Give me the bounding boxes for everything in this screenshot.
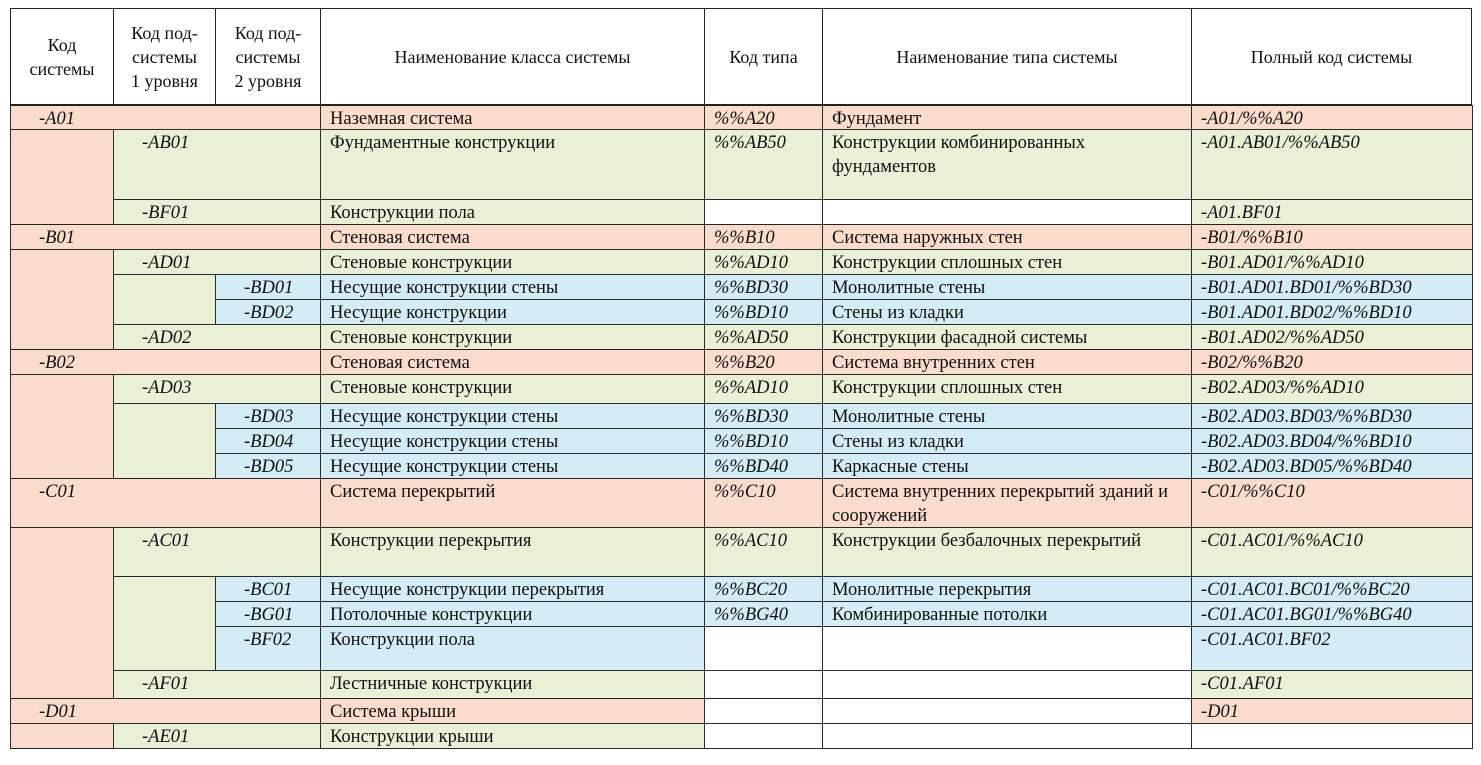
- full-code-cell: -B01.AD01.BD01/%%BD30: [1191, 274, 1473, 300]
- full-code-cell: -B01/%%B10: [1191, 224, 1473, 250]
- type-name-cell: [822, 199, 1192, 225]
- full-code-cell: -B02.AD03.BD04/%%BD10: [1191, 428, 1473, 454]
- class-name-cell: Несущие конструкции перекрытия: [320, 576, 705, 602]
- full-code-cell: -B01.AD02/%%AD50: [1191, 324, 1473, 350]
- type-name-cell: [822, 626, 1192, 671]
- class-name-cell: Несущие конструкции стены: [320, 453, 705, 479]
- class-name-cell: Стеновые конструкции: [320, 249, 705, 275]
- system-separator: [10, 224, 1472, 225]
- class-name-cell: Стеновые конструкции: [320, 324, 705, 350]
- code-cell: -B01: [10, 224, 321, 250]
- type-name-cell: Стены из кладки: [822, 299, 1192, 325]
- class-name-cell: Система крыши: [320, 698, 705, 724]
- code-cell: -BC01: [215, 576, 321, 602]
- code-cell: -D01: [10, 698, 321, 724]
- class-name-cell: Стеновые конструкции: [320, 374, 705, 404]
- full-code-cell: -C01.AF01: [1191, 670, 1473, 699]
- type-code-cell: %%B10: [704, 224, 823, 250]
- full-code-cell: -D01: [1191, 698, 1473, 724]
- code-cell: -AD03: [113, 374, 321, 404]
- class-name-cell: Несущие конструкции: [320, 299, 705, 325]
- header-class-name: Наименование класса системы: [320, 8, 705, 105]
- type-code-cell: %%B20: [704, 349, 823, 375]
- full-code-cell: -B01.AD01/%%AD10: [1191, 249, 1473, 275]
- system-separator: [10, 478, 1472, 479]
- type-name-cell: Стены из кладки: [822, 428, 1192, 454]
- system-separator: [10, 698, 1472, 699]
- type-code-cell: %%C10: [704, 478, 823, 528]
- class-name-cell: Конструкции пола: [320, 199, 705, 225]
- type-name-cell: Монолитные перекрытия: [822, 576, 1192, 602]
- type-code-cell: %%BC20: [704, 576, 823, 602]
- type-code-cell: %%BD30: [704, 403, 823, 429]
- code-cell: -AB01: [113, 129, 321, 200]
- type-code-cell: [704, 626, 823, 671]
- type-name-cell: Каркасные стены: [822, 453, 1192, 479]
- class-name-cell: Несущие конструкции стены: [320, 274, 705, 300]
- type-code-cell: %%AD50: [704, 324, 823, 350]
- type-name-cell: Конструкции безбалочных перекрытий: [822, 527, 1192, 577]
- type-code-cell: [704, 670, 823, 699]
- type-name-cell: Конструкции сплошных стен: [822, 249, 1192, 275]
- code-cell: -B02: [10, 349, 321, 375]
- full-code-cell: -C01.AC01.BF02: [1191, 626, 1473, 671]
- full-code-cell: -B02.AD03.BD05/%%BD40: [1191, 453, 1473, 479]
- type-code-cell: %%BD30: [704, 274, 823, 300]
- header-sys-code: Код системы: [10, 8, 114, 105]
- class-name-cell: Конструкции пола: [320, 626, 705, 671]
- code-cell: -BD02: [215, 299, 321, 325]
- full-code-cell: -C01.AC01.BG01/%%BG40: [1191, 601, 1473, 627]
- type-code-cell: %%BD10: [704, 299, 823, 325]
- header-full-code: Полный код системы: [1191, 8, 1472, 105]
- type-name-cell: Система внутренних перекрытий зданий и сооружений: [822, 478, 1192, 528]
- type-name-cell: [822, 723, 1192, 749]
- indent-block: [113, 274, 216, 325]
- class-name-cell: Наземная система: [320, 105, 705, 130]
- code-cell: -BG01: [215, 601, 321, 627]
- type-code-cell: %%AB50: [704, 129, 823, 200]
- full-code-cell: [1191, 723, 1473, 749]
- code-cell: -AF01: [113, 670, 321, 699]
- header-type-name: Наименование типа системы: [822, 8, 1192, 105]
- full-code-cell: -C01/%%C10: [1191, 478, 1473, 528]
- indent-block: [10, 527, 114, 699]
- full-code-cell: -B02.AD03/%%AD10: [1191, 374, 1473, 404]
- full-code-cell: -C01.AC01.BC01/%%BC20: [1191, 576, 1473, 602]
- header-l1-code: Код под- системы 1 уровня: [113, 8, 216, 105]
- type-name-cell: Система внутренних стен: [822, 349, 1192, 375]
- type-code-cell: %%BD40: [704, 453, 823, 479]
- full-code-cell: -A01/%%A20: [1191, 105, 1473, 130]
- type-name-cell: Фундамент: [822, 105, 1192, 130]
- type-name-cell: Система наружных стен: [822, 224, 1192, 250]
- header-type-code: Код типа: [704, 8, 823, 105]
- type-name-cell: [822, 698, 1192, 724]
- code-cell: -AE01: [113, 723, 321, 749]
- code-cell: -BF01: [113, 199, 321, 225]
- header-l2-code: Код под- системы 2 уровня: [215, 8, 321, 105]
- system-separator: [10, 105, 1472, 106]
- class-name-cell: Несущие конструкции стены: [320, 403, 705, 429]
- type-code-cell: %%AC10: [704, 527, 823, 577]
- class-name-cell: Система перекрытий: [320, 478, 705, 528]
- type-code-cell: [704, 199, 823, 225]
- class-name-cell: Стеновая система: [320, 224, 705, 250]
- code-cell: -AC01: [113, 527, 321, 577]
- type-code-cell: %%AD10: [704, 249, 823, 275]
- full-code-cell: -B02.AD03.BD03/%%BD30: [1191, 403, 1473, 429]
- class-name-cell: Конструкции крыши: [320, 723, 705, 749]
- code-cell: -BD05: [215, 453, 321, 479]
- indent-block: [10, 249, 114, 350]
- system-code-table: [10, 8, 1472, 754]
- code-cell: -C01: [10, 478, 321, 528]
- type-name-cell: Конструкции комбинированных фундаментов: [822, 129, 1192, 200]
- code-cell: -BD04: [215, 428, 321, 454]
- full-code-cell: -B01.AD01.BD02/%%BD10: [1191, 299, 1473, 325]
- type-name-cell: Монолитные стены: [822, 274, 1192, 300]
- full-code-cell: -A01.AB01/%%AB50: [1191, 129, 1473, 200]
- full-code-cell: -C01.AC01/%%AC10: [1191, 527, 1473, 577]
- full-code-cell: -B02/%%B20: [1191, 349, 1473, 375]
- full-code-cell: -A01.BF01: [1191, 199, 1473, 225]
- indent-block: [113, 576, 216, 671]
- type-name-cell: Конструкции сплошных стен: [822, 374, 1192, 404]
- class-name-cell: Несущие конструкции стены: [320, 428, 705, 454]
- code-cell: -A01: [10, 105, 321, 130]
- class-name-cell: Лестничные конструкции: [320, 670, 705, 699]
- code-cell: -AD02: [113, 324, 321, 350]
- type-code-cell: %%AD10: [704, 374, 823, 404]
- indent-block: [113, 403, 216, 479]
- type-name-cell: [822, 670, 1192, 699]
- type-name-cell: Конструкции фасадной системы: [822, 324, 1192, 350]
- class-name-cell: Фундаментные конструкции: [320, 129, 705, 200]
- type-code-cell: %%BG40: [704, 601, 823, 627]
- class-name-cell: Потолочные конструкции: [320, 601, 705, 627]
- indent-block: [10, 374, 114, 479]
- code-cell: -BD03: [215, 403, 321, 429]
- type-code-cell: %%BD10: [704, 428, 823, 454]
- system-separator: [10, 349, 1472, 350]
- class-name-cell: Стеновая система: [320, 349, 705, 375]
- code-cell: -BF02: [215, 626, 321, 671]
- code-cell: -AD01: [113, 249, 321, 275]
- indent-block: [10, 129, 114, 225]
- type-code-cell: [704, 723, 823, 749]
- type-name-cell: Монолитные стены: [822, 403, 1192, 429]
- code-cell: -BD01: [215, 274, 321, 300]
- type-code-cell: [704, 698, 823, 724]
- type-name-cell: Комбинированные потолки: [822, 601, 1192, 627]
- class-name-cell: Конструкции перекрытия: [320, 527, 705, 577]
- indent-block: [10, 723, 114, 749]
- type-code-cell: %%A20: [704, 105, 823, 130]
